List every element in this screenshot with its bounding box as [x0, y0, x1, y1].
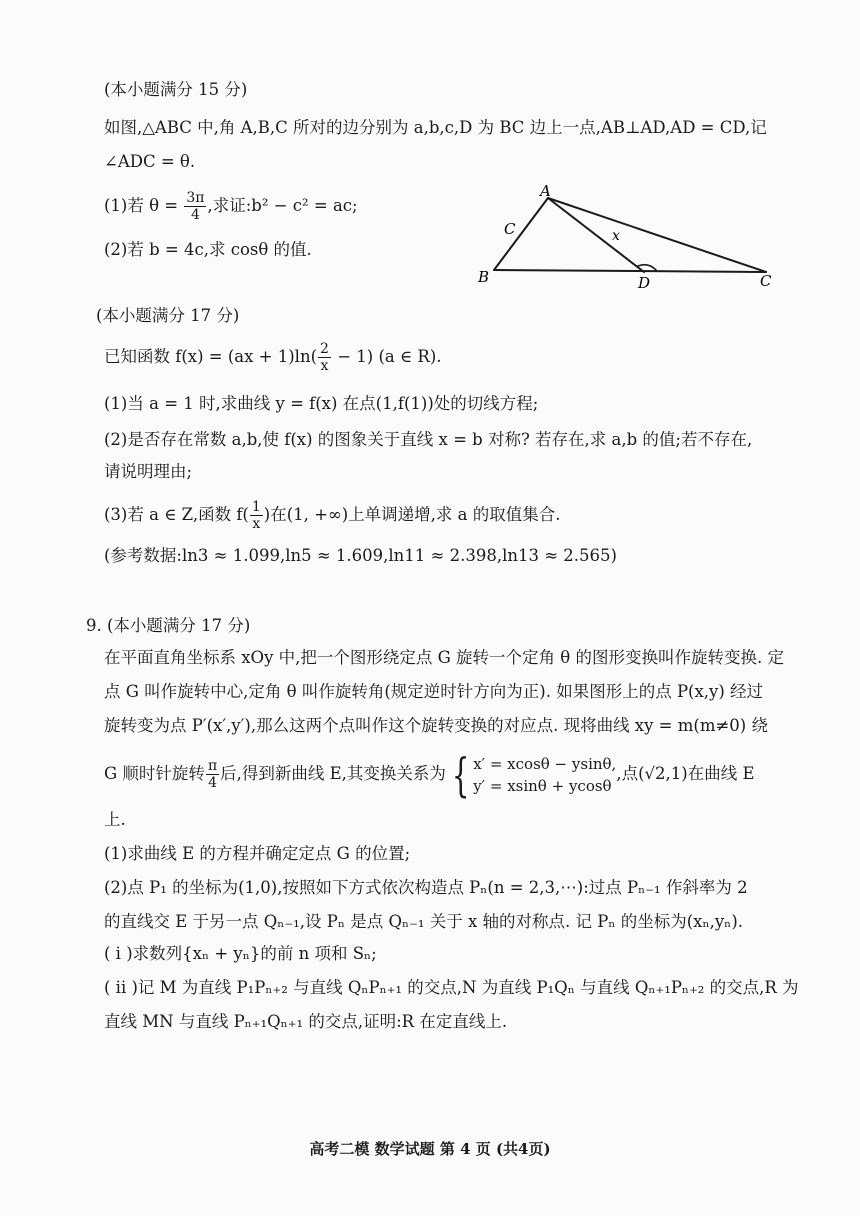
q9-line2: 点 G 叫作旋转中心,定角 θ 叫作旋转角(规定逆时针方向为正). 如果图形上的点 P(x,y) 经过 [104, 682, 764, 701]
label-C: C [760, 272, 772, 290]
q9-part2-ii-line1: ( ii )记 M 为直线 P₁Pₙ₊₂ 与直线 QₙPₙ₊₁ 的交点,N 为直线 P₁Qₙ 与直线 Qₙ₊₁Pₙ₊₂ 的交点,R 为 [104, 978, 799, 997]
q7-part1-suffix: ,求证:b² − c² = ac; [207, 196, 358, 215]
segment-AD [548, 198, 644, 272]
q7-part1 [104, 186, 358, 226]
q8-part3-suffix: )在(1, +∞)上单调递增,求 a 的取值集合. [263, 505, 561, 524]
q9-line4-mid: 后,得到新曲线 E,其变换关系为 [220, 764, 446, 783]
q8-part3-prefix: (3)若 a ∈ Z,函数 f( [104, 505, 249, 524]
label-D: D [638, 274, 651, 292]
q7-statement-line1: 如图,△ABC 中,角 A,B,C 所对的边分别为 a,b,c,D 为 BC 边上一点,AB⊥AD,AD = CD,记 [104, 118, 767, 137]
q9-part2-line2: 的直线交 E 于另一点 Qₙ₋₁,设 Pₙ 是点 Qₙ₋₁ 关于 x 轴的对称点. 记 Pₙ 的坐标为(xₙ,yₙ). [104, 912, 744, 931]
segment-BC [494, 270, 766, 272]
q9-line4 [104, 748, 755, 800]
q8-def-frac-num: 2 [320, 341, 329, 357]
q8-part3-frac-den: x [252, 516, 261, 532]
q9-part1: (1)求曲线 E 的方程并确定定点 G 的位置; [104, 844, 411, 863]
q9-part2-ii-line2: 直线 MN 与直线 Pₙ₊₁Qₙ₊₁ 的交点,证明:R 在定直线上. [104, 1012, 508, 1031]
q9-header: 9. (本小题满分 17 分) [86, 616, 251, 635]
transformation-system [473, 753, 616, 797]
q8-def-prefix: 已知函数 f(x) = (ax + 1)ln( [104, 347, 318, 366]
q9-line4-suffix: ,点(√2,1)在曲线 E [616, 764, 755, 783]
q7-part1-prefix: (1)若 θ = [104, 196, 184, 215]
q9-line3: 旋转变为点 P′(x′,y′),那么这两个点叫作这个旋转变换的对应点. 现将曲线 xy = m(m≠0) 绕 [104, 716, 768, 735]
label-A: A [540, 182, 551, 200]
q9-line4-prefix: G 顺时针旋转 [104, 764, 205, 783]
q7-part1-frac-den: 4 [190, 207, 200, 223]
q8-def-fraction [318, 341, 331, 374]
q8-part1: (1)当 a = 1 时,求曲线 y = f(x) 在点(1,f(1))处的切线方程; [104, 394, 539, 413]
segment-AB [494, 198, 548, 270]
q9-line4-frac-num: π [207, 758, 218, 774]
q9-line1: 在平面直角坐标系 xOy 中,把一个图形绕定点 G 旋转一个定角 θ 的图形变换叫作旋转变换. 定 [104, 648, 784, 667]
q7-part1-frac-num: 3π [186, 190, 205, 206]
q9-part2-i: ( i )求数列{xₙ + yₙ}的前 n 项和 Sₙ; [104, 944, 377, 963]
system-brace: { [451, 747, 470, 802]
label-x: x [612, 228, 620, 244]
q9-line4-fraction [206, 758, 219, 791]
system-line2: y′ = xsinθ + ycosθ [473, 776, 612, 795]
q8-part3-frac-num: 1 [251, 499, 261, 515]
q8-reference-data: (参考数据:ln3 ≈ 1.099,ln5 ≈ 1.609,ln11 ≈ 2.398,ln13 ≈ 2.565) [104, 546, 617, 565]
label-side-c: C [504, 220, 516, 238]
triangle-figure [470, 178, 790, 293]
q8-def-suffix: − 1) (a ∈ R). [331, 347, 442, 366]
q8-part2-line1: (2)是否存在常数 a,b,使 f(x) 的图象关于直线 x = b 对称? 若存在,求 a,b 的值;若不存在, [104, 430, 753, 449]
q9-line4-frac-den: 4 [208, 775, 217, 791]
page-footer: 高考二模 数学试题 第 4 页 (共4页) [309, 1140, 551, 1158]
q7-statement-line2: ∠ADC = θ. [104, 152, 196, 171]
system-line1: x′ = xcosθ − ysinθ, [473, 754, 617, 773]
q8-part2-line2: 请说明理由; [104, 462, 193, 481]
segment-AC [548, 198, 766, 272]
q9-line5: 上. [104, 810, 126, 829]
q7-part1-fraction [184, 190, 206, 223]
q8-def-frac-den: x [320, 358, 329, 374]
q7-header: (本小题满分 15 分) [104, 80, 248, 99]
q8-header: (本小题满分 17 分) [96, 306, 240, 325]
q9-part2-line1: (2)点 P₁ 的坐标为(1,0),按照如下方式依次构造点 Pₙ(n = 2,3,⋯):过点 Pₙ₋₁ 作斜率为 2 [104, 878, 748, 897]
q8-part3 [104, 494, 560, 536]
label-B: B [478, 268, 490, 286]
q7-part2: (2)若 b = 4c,求 cosθ 的值. [104, 240, 312, 259]
q8-part3-fraction [250, 499, 263, 532]
q8-definition [104, 336, 442, 378]
